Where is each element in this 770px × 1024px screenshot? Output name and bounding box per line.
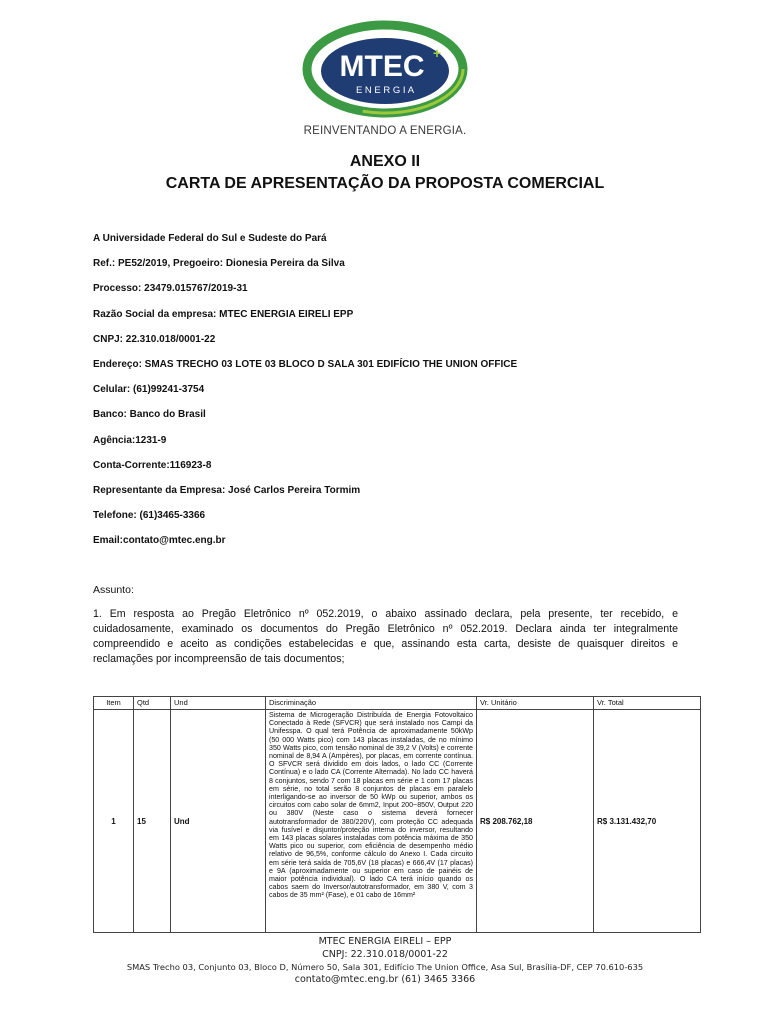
header-und: Und (171, 697, 266, 710)
field-branch: Agência:1231-9 (93, 434, 167, 446)
field-representative: Representante da Empresa: José Carlos Pereira Tormim (93, 484, 361, 496)
footer-address: SMAS Trecho 03, Conjunto 03, Bloco D, Número 50, Sala 301, Edifício The Union Office, Asa Sul, Brasília-DF, CEP 70.610-635 (126, 962, 644, 973)
cell-qtd: 15 (134, 710, 171, 933)
field-process: Processo: 23479.015767/2019-31 (93, 283, 248, 295)
page-title: ANEXO II (349, 153, 421, 170)
subject-label: Assunto: (93, 584, 134, 596)
footer-contact: contato@mtec.eng.br (61) 3465 3366 (294, 973, 476, 985)
field-bank: Banco: Banco do Brasil (93, 409, 206, 421)
table-header-row (94, 697, 701, 710)
field-company-name: Razão Social da empresa: MTEC ENERGIA EIRELI EPP (93, 308, 354, 320)
footer-cnpj: CNPJ: 22.310.018/0001-22 (322, 948, 448, 960)
cell-und: Und (171, 710, 266, 933)
field-recipient: A Universidade Federal do Sul e Sudeste do Pará (93, 233, 327, 244)
cell-item: 1 (94, 710, 134, 933)
header-unit-price: Vr. Unitário (477, 697, 594, 710)
mtec-logo-graphic (300, 14, 470, 124)
declaration-paragraph: 1. Em resposta ao Pregão Eletrônico nº 052.2019, o abaixo assinado declara, pela presente, ter recebido, e cuidadosamente, examinado os documentos do Pregão Eletrônico nº 052.2019. Declara ainda ter integralmente compreendido e aceito as condições estabelecidas e que, assinando esta carta, desiste de quaisquer direitos e reclamações por incompreensão de tais documentos; (93, 608, 678, 665)
logo-subtitle: E N E R G I A (355, 85, 415, 96)
header-description: Discriminação (266, 697, 477, 710)
cell-description: Sistema de Microgeração Distribuída de Energia Fotovoltaico Conectado à Rede (SFVCR) que será instalado nos Campi da Unifesspa. O qual terá Potência de aproximadamente 50kWp (50 000 Watts pico) com 143 placas instaladas, de no mínimo 350 Watts pico, com tensão nominal de 39,2 V (Volts) e corrente nominal de 8,94 A (Ampères), por placas, em corrente contínua. O SFVCR será dividido em dois lados, o lado CC (Corrente Contínua) e o lado CA (Corrente Alternada). No lado CC haverá 8 conjuntos, sendo 7 com 18 placas em série e 1 com 17 placas em série, no total serão 8 conjuntos de placas em paralelo interligando-se ao inversor de 50 kWp ou superior, ambos os circuitos com cabo solar de 6mm2, Input 200~850V, Output 220 ou 380V (Neste caso o sistema deverá fornecer autotransformador de 380/220V), com proteção CC adequada via fusível e disjuntor/proteção interna do inversor, resultando em 143 placas solares instaladas com potência máxima de 350 Watts pico ou superior, com eficiência de desempenho médio relativo de 96,5%, conforme cálculo do Anexo I. Cada circuito em série terá saída de 705,6V (18 placas) e 666,4V (17 placas) e 9A (aproximadamente ou superior em caso de painéis de maior potência individual). O lado CA terá início quando os cabos saem do Inversor/autotransformador, em 380 V, com 3 cabos de 35 mm² (Fase), e 01 cabo de 16mm² (266, 710, 477, 933)
table-row (94, 710, 701, 933)
header-total: Vr. Total (594, 697, 701, 710)
logo-tagline: REINVENTANDO A ENERGIA. (303, 125, 467, 137)
field-reference: Ref.: PE52/2019, Pregoeiro: Dionesia Pereira da Silva (93, 258, 345, 270)
logo-wordmark: MTEC (339, 50, 425, 83)
field-phone: Telefone: (61)3465-3366 (93, 510, 206, 522)
page-subtitle: CARTA DE APRESENTAÇÃO DA PROPOSTA COMERCIAL (165, 175, 605, 192)
field-address: Endereço: SMAS TRECHO 03 LOTE 03 BLOCO D SALA 301 EDIFÍCIO THE UNION OFFICE (93, 358, 518, 370)
cell-unit-price: R$ 208.762,18 (477, 710, 594, 933)
footer-company: MTEC ENERGIA EIRELI – EPP (318, 936, 452, 947)
plus-icon: + (432, 45, 442, 61)
field-cnpj: CNPJ: 22.310.018/0001-22 (93, 333, 216, 345)
field-email: Email:contato@mtec.eng.br (93, 535, 226, 547)
company-info (93, 233, 693, 560)
page-footer (0, 936, 770, 986)
field-account: Conta-Corrente:116923-8 (93, 459, 212, 471)
proposal-table (93, 696, 701, 933)
header-qtd: Qtd (134, 697, 171, 710)
header-item: Item (94, 697, 134, 710)
mtec-logo (300, 14, 470, 139)
cell-total: R$ 3.131.432,70 (594, 710, 701, 933)
field-mobile: Celular: (61)99241-3754 (93, 384, 205, 396)
